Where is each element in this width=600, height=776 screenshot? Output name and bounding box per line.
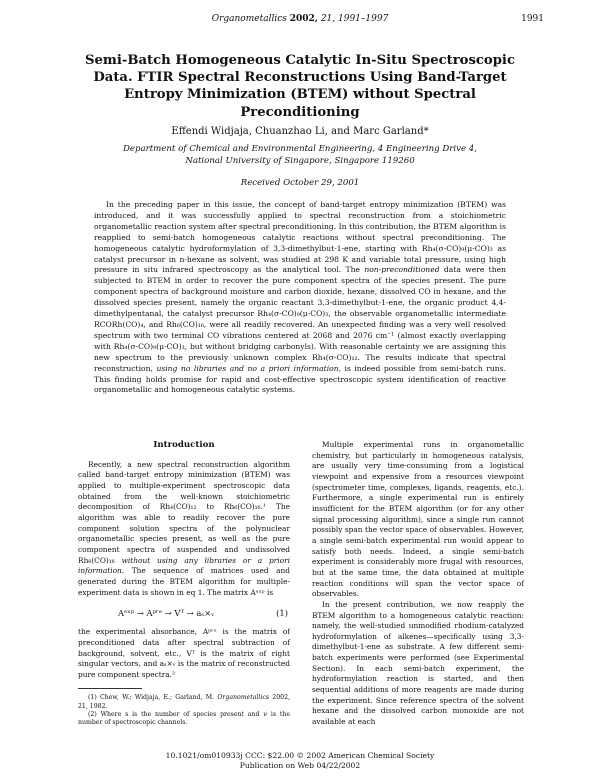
article-title: Semi-Batch Homogeneous Catalytic In-Situ Spectroscopic Data. FTIR Spectral Reconstructions Using Band-Target Entropy Minimization (BTEM) without Spectral Preconditioning [85, 53, 515, 120]
intro-paragraph-1-emphasis: without using any libraries or a priori information. [78, 555, 290, 576]
doi-line: 10.1021/om010933j CCC: $22.00 © 2002 American Chemical Society [165, 751, 435, 760]
intro-paragraph-1-text: Recently, a new spectral reconstruction algorithm called band-target entropy minimization (BTEM) was applied to multiple-experiment spectroscopic data obtained from the well-known stoichiometric decomposition of Rh₄(CO)₁₂ to Rh₆(CO)₁₆.¹ The algorithm was able to readily recover the pure component solution spectra of the polynuclear organometallic species present, as well as the pure component spectra of suspended and undissolved Rh₆(CO)₁₆ [78, 459, 290, 565]
page-number: 1991 [521, 14, 544, 24]
footnote-1 [78, 694, 290, 710]
equation-1 [78, 606, 290, 620]
footnote-rule [78, 688, 142, 689]
introduction-heading: Introduction [153, 440, 215, 450]
received-date: Received October 29, 2001 [240, 178, 360, 188]
intro-paragraph-1-text-cont: The sequence of matrices used and generated during the BTEM algorithm for multiple-experiment data is shown in eq 1. The matrix Aᵉˣᵖ is [78, 566, 290, 597]
equation-number: (1) [276, 608, 288, 619]
footnote-2: (2) Where s is the number of species present and ν is the number of spectroscopic channels. [78, 710, 290, 726]
affiliation [100, 144, 500, 167]
right-column [312, 440, 524, 728]
page-footer [0, 751, 600, 770]
footnote-1-citation: 2002, 21, 1982. [78, 694, 291, 710]
affiliation-line-1: Department of Chemical and Environmental Engineering, 4 Engineering Drive 4, [123, 144, 477, 154]
intro-paragraph-2: the experimental absorbance, Aᵖʳᵉ is the matrix of preconditioned data after spectral subtraction of background, solvent, etc., Vᵀ is the matrix of right singular vectors, and aₛ×ᵥ is the matrix of reconstructed pure component spectra.² [78, 627, 290, 679]
journal-citation [0, 14, 600, 24]
intro-paragraph-4: In the present contribution, we now reapply the BTEM algorithm to a homogeneous catalytic reaction: namely, the well-studied unmodified rhodium-catalyzed hydroformylation of alkenes—specifically using 3,3-dimethylbut-1-ene as substrate. A few different semi-batch experiments were performed (see Experimental Section). In each semi-batch experiment, the hydroformylation reaction is started, and then sequential additions of more reagents are made during the experiment. Since reference spectra of the solvent hexane and the dissolved carbon monoxide are not available at each [312, 599, 524, 727]
abstract-emphasis-1: non-preconditioned [364, 265, 440, 275]
journal-name: Organometallics [211, 14, 287, 24]
footnote-1-journal: Organometallics [217, 694, 270, 702]
abstract-text-2: data were then subjected to BTEM in order to recover the pure component spectra of the species present. The pure component spectra of background moisture and carbon dioxide, hexane, dissolved CO in hexane, and the dissolved species present, namely the organic reactant 3,3-dimethylbut-1-ene, the organic product 4,4-dimethylpentanal, the catalyst precursor Rh₄(σ-CO)₉(μ-CO)₃, the observable organometallic intermediate RCORh(CO)₄, and Rh₆(CO)₁₆, were all readily recovered. An unexpected finding was a very well resolved spectrum with two terminal CO vibrations centered at 2068 and 2076 cm⁻¹ (almost exactly overlapping with Rh₄(σ-CO)₉(μ-CO)₃, but without bridging carbonyls). With reasonable certainty we are assigning this new spectrum to the previously unknown complex Rh₄(σ-CO)₁₂. The results indicate that spectral reconstruction, [94, 265, 506, 373]
affiliation-line-2: National University of Singapore, Singapore 119260 [185, 155, 415, 166]
abstract-text-3: is indeed possible from semi-batch runs. This finding holds promise for rapid and cost-effective spectroscopic system identification of reactive organometallic and homogeneous catalytic systems. [94, 363, 506, 395]
intro-paragraph-1 [78, 460, 290, 599]
intro-paragraph-3: Multiple experimental runs in organometallic chemistry, but particularly in homogeneous catalysis, are usually very time-consuming from a logistical viewpoint and expensive from a resources viewpoint (spectrometer time, complexes, ligands, reagents, etc.). Furthermore, a single experimental run is entirely insufficient for the BTEM algorithm (or for any other signal processing algorithm), since a single run cannot possibly span the vector space of observables. However, a single semi-batch experimental run would appear to satisfy both needs. Indeed, a single semi-batch experiment is considerably more frugal with resources, but at the same time, the data obtained at multiple reaction conditions will span the vector space of observables. [312, 440, 524, 599]
citation-volume-pages: 21, 1991–1997 [320, 14, 389, 24]
abstract-text-1: In the preceding paper in this issue, the concept of band-target entropy minimization (BTEM) was introduced, and it was successfully applied to spectral reconstruction from a stoichiometric organometallic reaction system after spectral preconditioning. In this contribution, the BTEM algorithm is reapplied to semi-batch homogeneous catalytic reactions without spectral preconditioning. The homogeneous catalytic hydroformylation of 3,3-dimethylbut-1-ene, starting with Rh₄(σ-CO)₉(μ-CO)₃ as catalyst precursor in n-hexane as solvent, was studied at 298 K and variable total pressure, using high pressure in situ infrared spectroscopy as the analytical tool. The [94, 200, 506, 275]
author-list: Effendi Widjaja, Chuanzhao Li, and Marc Garland* [171, 126, 429, 137]
abstract [94, 200, 506, 396]
left-column [78, 440, 290, 727]
publication-date: Publication on Web 04/22/2002 [239, 760, 361, 770]
footnote-1-authors: (1) Chew, W.; Widjaja, E.; Garland, M. [88, 694, 215, 702]
abstract-emphasis-2: using no libraries and no a priori information, [156, 363, 342, 373]
citation-year: 2002, [289, 14, 318, 24]
running-head [0, 14, 600, 26]
equation-expression: Aᵉˣᵖ → Aᵖʳᵉ → Vᵀ → aₛ×ᵥ [118, 608, 215, 619]
